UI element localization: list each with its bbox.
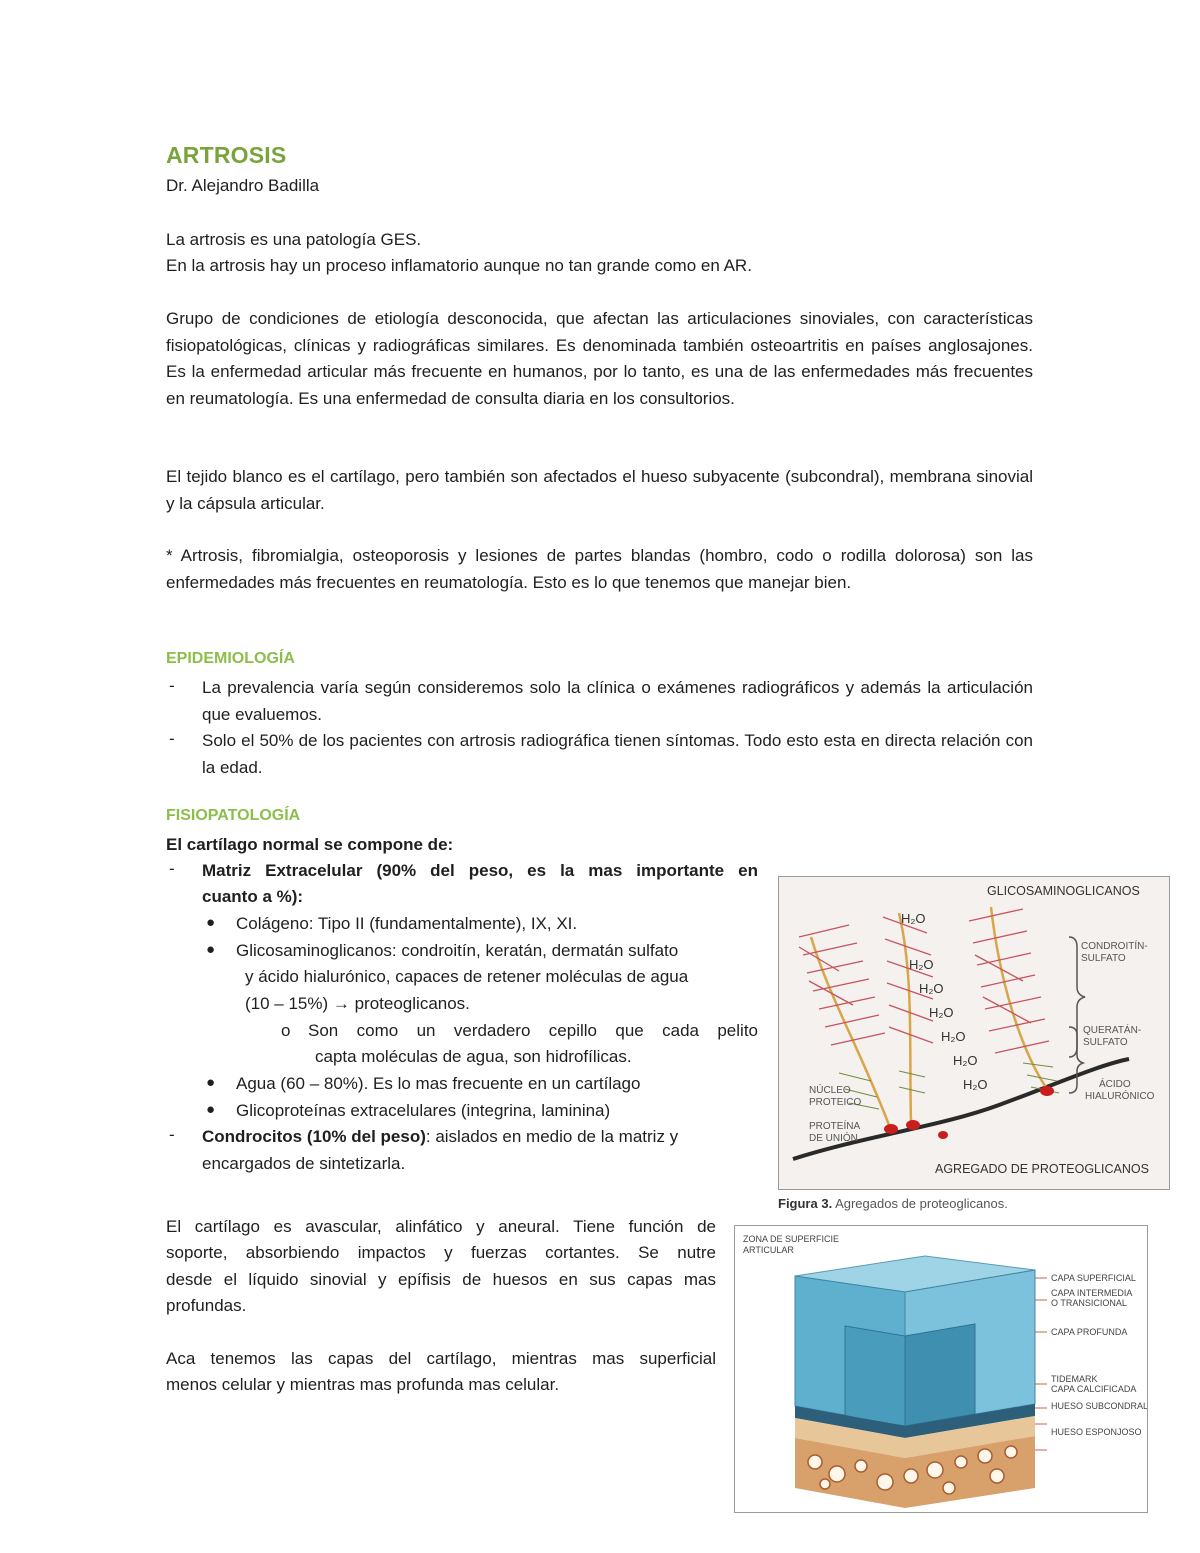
paragraph-target-tissue: El tejido blanco es el cartílago, pero también son afectados el hueso subyacente (subcondral), membrana sinovial y la cápsula articular. bbox=[166, 467, 1033, 513]
water-label: H₂O bbox=[941, 1029, 966, 1044]
capas-line-1: Aca tenemos las capas del cartílago, mientras mas superficial bbox=[166, 1349, 716, 1368]
proteoglycan-diagram bbox=[779, 877, 1169, 1189]
water-label: H₂O bbox=[919, 981, 944, 996]
round-bullet: ● bbox=[206, 1074, 216, 1091]
agua-item: Agua (60 – 80%). Es lo mas frecuente en un cartílago bbox=[236, 1074, 641, 1093]
dash-bullet: - bbox=[169, 729, 175, 748]
glicosaminoglicanos-line-1: Glicosaminoglicanos: condroitín, keratán, dermatán sulfato bbox=[236, 941, 679, 960]
caption-text: Agregados de proteoglicanos. bbox=[832, 1196, 1008, 1211]
section-heading-fisiopatologia: FISIOPATOLOGÍA bbox=[166, 807, 301, 824]
dash-bullet: - bbox=[169, 859, 175, 878]
label-tidemark: TIDEMARK bbox=[1051, 1374, 1098, 1384]
label-capa-superficial: CAPA SUPERFICIAL bbox=[1051, 1273, 1136, 1283]
condrocitos-rest: : aislados en medio de la matriz y bbox=[425, 1127, 679, 1146]
subheading-cartilage-composition: El cartílago normal se compone de: bbox=[166, 835, 454, 854]
condroitin-label-1: CONDROITÍN- bbox=[1081, 941, 1148, 952]
paragraph-frequent-diseases: * Artrosis, fibromialgia, osteoporosis y lesiones de partes blandas (hombro, codo o rodilla dolorosa) son las enfermedades más frecuentes en reumatología. Esto es lo que tenemos que manejar bien. bbox=[166, 546, 1033, 592]
cartilage-layers-diagram bbox=[735, 1226, 1147, 1512]
cartilago-line-2: soporte, absorbiendo impactos y fuerzas cortantes. Se nutre bbox=[166, 1243, 716, 1262]
condrocitos-line-1 bbox=[202, 1124, 678, 1151]
label-capa-calcificada: CAPA CALCIFICADA bbox=[1051, 1384, 1137, 1394]
water-label: H₂O bbox=[963, 1077, 988, 1092]
matriz-line-1: Matriz Extracelular (90% del peso, es la mas importante en bbox=[202, 861, 758, 880]
zona-label-2: ARTICULAR bbox=[743, 1245, 794, 1255]
page-title: ARTROSIS bbox=[166, 142, 287, 168]
glicosaminoglicanos-line-2: y ácido hialurónico, capaces de retener moléculas de agua bbox=[245, 967, 689, 986]
label-capa-intermedia-2: O TRANSICIONAL bbox=[1051, 1298, 1127, 1308]
list-item: La prevalencia varía según consideremos solo la clínica o exámenes radiográficos y además la articulación que evaluemos. bbox=[202, 678, 1033, 724]
capas-line-2: menos celular y mientras mas profunda mas celular. bbox=[166, 1375, 560, 1394]
figure-cartilage-layers bbox=[734, 1225, 1148, 1513]
cartilago-line-1: El cartílago es avascular, alinfático y aneural. Tiene función de bbox=[166, 1217, 716, 1236]
water-label: H₂O bbox=[909, 957, 934, 972]
fig1-title: GLICOSAMINOGLICANOS bbox=[987, 884, 1140, 898]
paragraph-definition: Grupo de condiciones de etiología desconocida, que afectan las articulaciones sinoviales, con características fisiopatológicas, clínicas y radiográficas similares. Es denominada también osteoartritis en países anglosajones. Es la enfermedad articular más frecuente en humanos, por lo tanto, es una de las enfermedades más frecuentes en reumatología. Es una enfermedad de consulta diaria en los consultorios. bbox=[166, 309, 1033, 408]
cartilago-line-3: desde el líquido sinovial y epífisis de huesos en sus capas mas bbox=[166, 1270, 716, 1289]
acido-label-1: ÁCIDO bbox=[1099, 1079, 1131, 1090]
dash-bullet: - bbox=[169, 1125, 175, 1144]
condroitin-label-2: SULFATO bbox=[1081, 953, 1126, 964]
cartilago-line-4: profundas. bbox=[166, 1296, 247, 1315]
zona-label-1: ZONA DE SUPERFICIE bbox=[743, 1234, 840, 1244]
dash-bullet: - bbox=[169, 676, 175, 695]
brace bbox=[1069, 1027, 1083, 1093]
cepillo-line-1: Son como un verdadero cepillo que cada pelito bbox=[308, 1021, 758, 1040]
intro-line-2: En la artrosis hay un proceso inflamatorio aunque no tan grande como en AR. bbox=[166, 256, 752, 275]
intro-line-1: La artrosis es una patología GES. bbox=[166, 230, 422, 249]
queratan-label-2: SULFATO bbox=[1083, 1037, 1128, 1048]
glicosaminoglicanos-line-3: (10 – 15%) → proteoglicanos. bbox=[245, 994, 470, 1013]
round-bullet: ● bbox=[206, 1101, 216, 1118]
round-bullet: ● bbox=[206, 941, 216, 958]
round-bullet: ● bbox=[206, 914, 216, 931]
cepillo-line-2: capta moléculas de agua, son hidrofílicas. bbox=[315, 1047, 632, 1066]
proteina-label-1: PROTEÍNA bbox=[809, 1121, 861, 1132]
matriz-line-2: cuanto a %): bbox=[202, 887, 304, 906]
leader-lines bbox=[1035, 1278, 1047, 1450]
proteina-label-2: DE UNIÓN bbox=[809, 1133, 858, 1144]
colageno-item: Colágeno: Tipo II (fundamentalmente), IX, XI. bbox=[236, 914, 578, 933]
condrocitos-bold: Condrocitos (10% del peso) bbox=[202, 1127, 426, 1146]
condrocitos-line-2: encargados de sintetizarla. bbox=[202, 1154, 406, 1173]
circle-bullet: o bbox=[281, 1021, 291, 1040]
label-hueso-esponjoso: HUESO ESPONJOSO bbox=[1051, 1427, 1142, 1437]
queratan-label-1: QUERATÁN- bbox=[1083, 1025, 1142, 1036]
agregado-label: AGREGADO DE PROTEOGLICANOS bbox=[935, 1162, 1149, 1176]
nucleo-label-1: NÚCLEO bbox=[809, 1085, 851, 1096]
water-label: H₂O bbox=[901, 911, 926, 926]
water-label: H₂O bbox=[929, 1005, 954, 1020]
water-label: H₂O bbox=[953, 1053, 978, 1068]
cartilage-cutaway bbox=[845, 1326, 905, 1426]
acido-label-2: HIALURÓNICO bbox=[1085, 1091, 1155, 1102]
nucleo-label-2: PROTEICO bbox=[809, 1097, 862, 1108]
label-hueso-subcondral: HUESO SUBCONDRAL bbox=[1051, 1401, 1147, 1411]
figure-caption bbox=[778, 1196, 1008, 1211]
label-capa-intermedia-1: CAPA INTERMEDIA bbox=[1051, 1288, 1133, 1298]
list-item: Solo el 50% de los pacientes con artrosis radiográfica tienen síntomas. Todo esto esta en directa relación con la edad. bbox=[202, 731, 1033, 777]
section-heading-epidemiologia: EPIDEMIOLOGÍA bbox=[166, 650, 295, 667]
author: Dr. Alejandro Badilla bbox=[166, 176, 320, 195]
figure-proteoglycan-aggregate bbox=[778, 876, 1170, 1190]
label-capa-profunda: CAPA PROFUNDA bbox=[1051, 1327, 1128, 1337]
caption-number: Figura 3. bbox=[778, 1196, 833, 1211]
glicoproteinas-item: Glicoproteínas extracelulares (integrina, laminina) bbox=[236, 1101, 611, 1120]
cartilage-cutaway bbox=[905, 1324, 975, 1426]
